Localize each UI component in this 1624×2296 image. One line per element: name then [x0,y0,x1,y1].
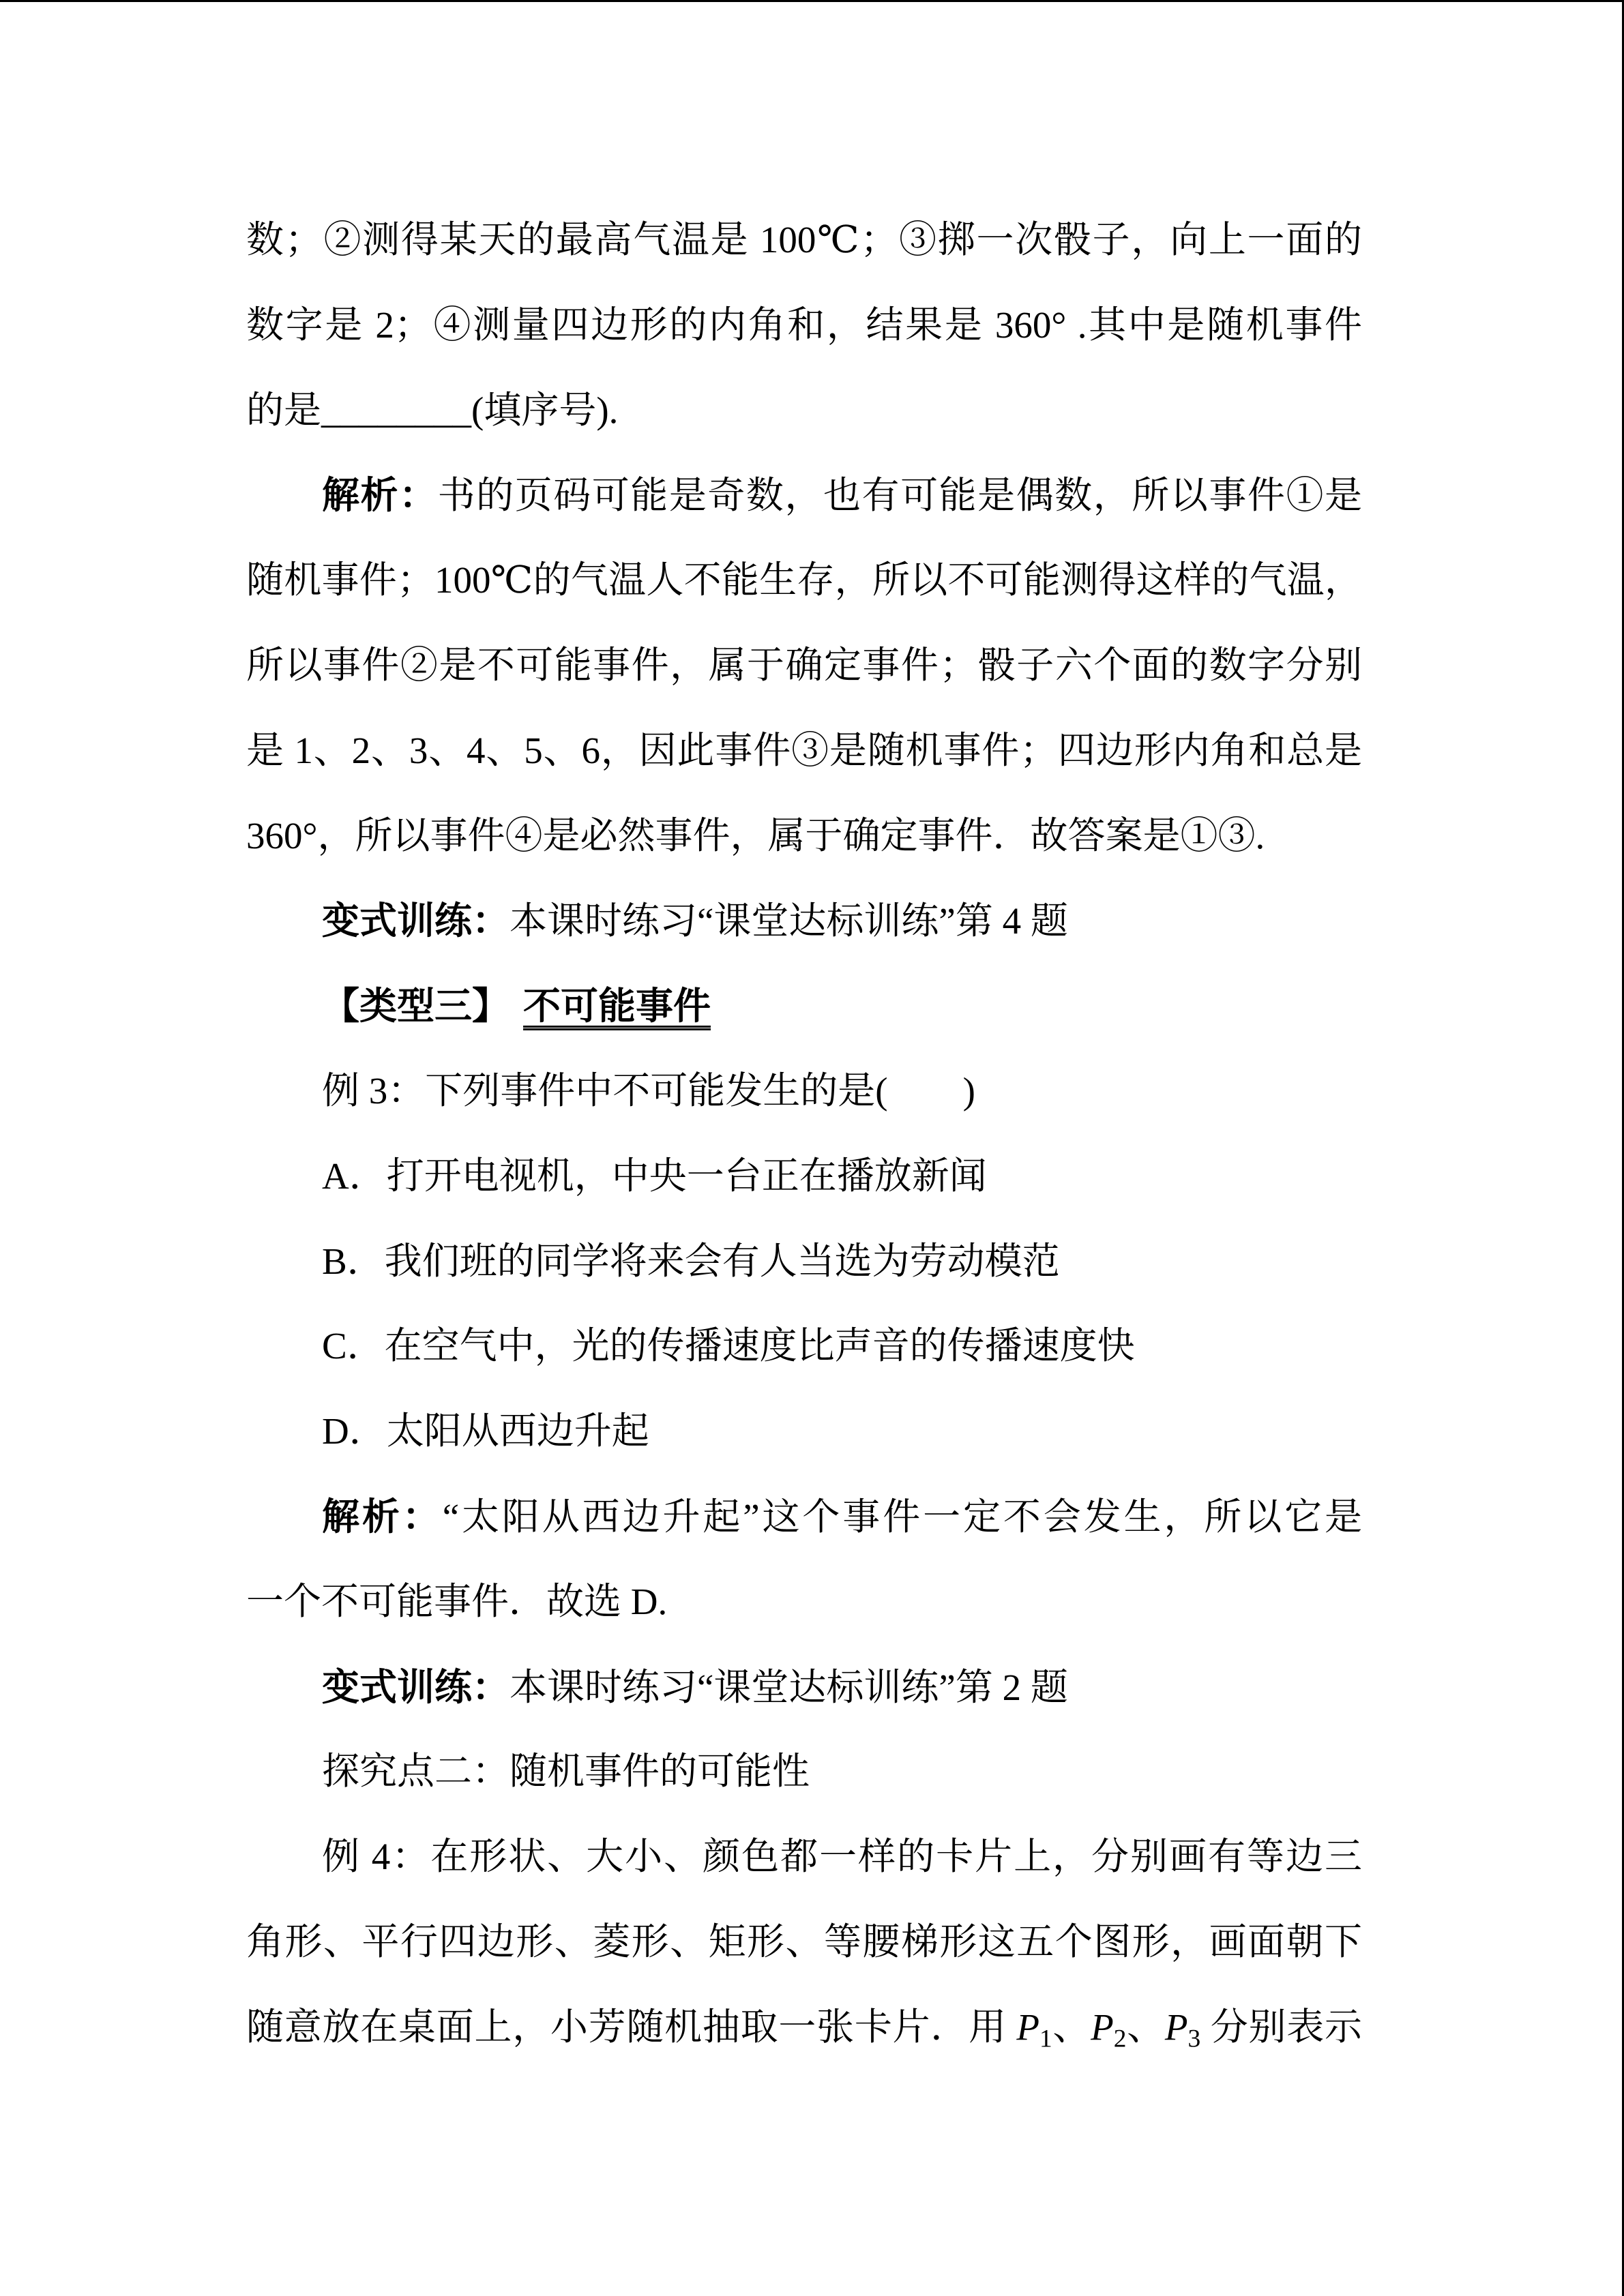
separator: 、 [1126,2006,1165,2048]
variable-p: P [1016,2006,1039,2048]
example-3-option-d: D．太阳从西边升起 [322,1410,649,1452]
question-line-2: 数字是 2；④测量四边形的内角和，结果是 360° .其中是随机事件 [246,303,1362,346]
page-content [246,198,1362,2070]
variable-p: P [1091,2006,1114,2048]
subscript-2: 2 [1113,2025,1127,2053]
example-4-line-3 [246,1985,1362,2070]
example-4-line-2: 角形、平行四边形、菱形、矩形、等腰梯形这五个图形，画面朝下 [246,1920,1362,1963]
analysis-1-line-1 [246,453,1362,538]
example-4-line-1: 例 4：在形状、大小、颜色都一样的卡片上，分别画有等边三 [322,1836,1362,1878]
example-4-line-3-suffix: 分别表示 [1200,2006,1362,2048]
analysis-1-line-4: 是 1、2、3、4、5、6，因此事件③是随机事件；四边形内角和总是 [246,729,1362,771]
type-three-bracket: 【类型三】 [322,984,510,1028]
variant-label: 变式训练： [322,899,510,943]
example-3-option-c: C．在空气中，光的传播速度比声音的传播速度快 [322,1325,1135,1367]
analysis-2-text-1: “太阳从西边升起”这个事件一定不会发生，所以它是 [442,1495,1362,1538]
example-3-question: 例 3：下列事件中不可能发生的是( ) [322,1069,975,1112]
variant-label: 变式训练： [322,1665,510,1709]
analysis-label: 解析： [322,1494,443,1538]
subscript-1: 1 [1039,2025,1052,2053]
analysis-1-line-5: 360°，所以事件④是必然事件，属于确定事件．故答案是①③. [246,814,1265,856]
analysis-1-text-1: 书的页码可能是奇数，也有可能是偶数，所以事件①是 [437,475,1362,517]
analysis-2-line-1 [246,1474,1362,1560]
type-three-title: 不可能事件 [523,984,711,1028]
subscript-3: 3 [1187,2025,1201,2053]
example-3-option-b: B．我们班的同学将来会有人当选为劳动模范 [322,1240,1060,1282]
variant-2-line [246,1645,1362,1730]
variant-1-line [246,878,1362,964]
explore-point-2-heading: 探究点二：随机事件的可能性 [322,1750,810,1793]
analysis-2-line-2: 一个不可能事件．故选 D. [246,1580,668,1622]
analysis-label: 解析： [322,473,438,518]
variant-1-text: 本课时练习“课堂达标训练”第 4 题 [510,900,1068,942]
variable-p: P [1164,2006,1188,2048]
question-line-1: 数；②测得某天的最高气温是 100℃；③掷一次骰子，向上一面的 [246,219,1362,260]
example-3-option-a: A．打开电视机，中央一台正在播放新闻 [322,1154,987,1197]
separator: 、 [1052,2006,1091,2048]
type-three-heading [246,964,1362,1049]
variant-2-text: 本课时练习“课堂达标训练”第 2 题 [510,1666,1068,1708]
analysis-1-line-3: 所以事件②是不可能事件，属于确定事件；骰子六个面的数字分别 [246,644,1362,686]
example-4-line-3-prefix: 随意放在桌面上，小芳随机抽取一张卡片．用 [246,2006,1017,2048]
question-line-3: 的是________(填序号). [246,389,619,431]
analysis-1-line-2: 随机事件；100℃的气温人不能生存，所以不可能测得这样的气温， [246,559,1362,601]
